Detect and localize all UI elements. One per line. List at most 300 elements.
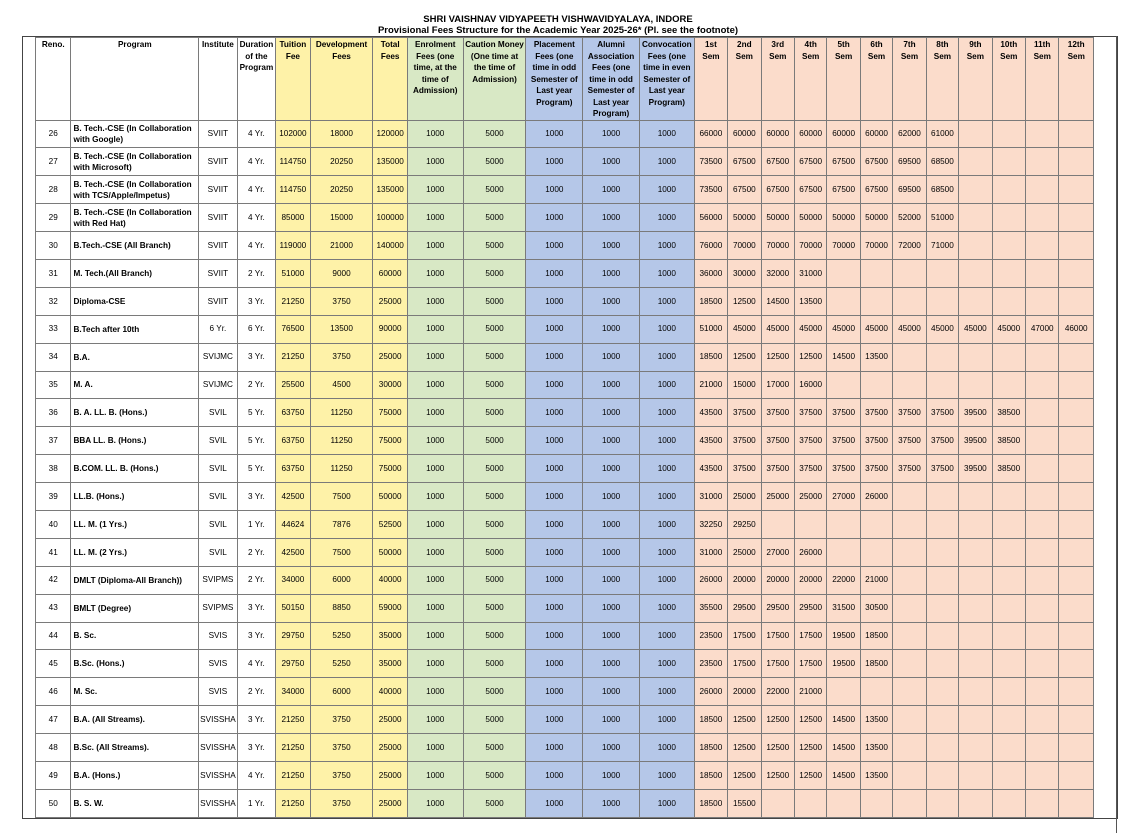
sem5-cell: 14500 — [827, 734, 860, 762]
caution-cell: 5000 — [463, 259, 526, 287]
sem10-cell — [992, 204, 1025, 232]
sem3-cell: 14500 — [761, 287, 794, 315]
total-cell: 120000 — [373, 120, 407, 148]
sem1-cell: 43500 — [694, 427, 727, 455]
sem6-cell — [860, 510, 892, 538]
tuition-cell: 44624 — [276, 510, 310, 538]
sem4-cell: 12500 — [794, 343, 826, 371]
convocation-cell: 1000 — [639, 427, 694, 455]
sem7-cell — [893, 343, 926, 371]
alumni-cell: 1000 — [583, 789, 640, 817]
caution-cell: 5000 — [463, 204, 526, 232]
total-cell: 25000 — [373, 706, 407, 734]
sem4-cell: 60000 — [794, 120, 826, 148]
program-cell: B. S. W. — [71, 789, 199, 817]
col-alumni: Alumni Association Fees (one time in odd Semester of Last year Program) — [583, 38, 640, 121]
sem6-cell: 37500 — [860, 427, 892, 455]
sem10-cell — [992, 259, 1025, 287]
enrolment-cell: 1000 — [407, 371, 463, 399]
alumni-cell: 1000 — [583, 315, 640, 343]
convocation-cell: 1000 — [639, 259, 694, 287]
col-sem4: 4th Sem — [794, 38, 826, 121]
program-cell: M. A. — [71, 371, 199, 399]
tuition-cell: 50150 — [276, 594, 310, 622]
caution-cell: 5000 — [463, 232, 526, 260]
col-enrolment: Enrolment Fees (one time, at the time of Admission) — [407, 38, 463, 121]
sem12-cell — [1059, 761, 1094, 789]
program-cell: B.Sc. (All Streams). — [71, 734, 199, 762]
sem4-cell: 13500 — [794, 287, 826, 315]
development-cell: 9000 — [310, 259, 373, 287]
placement-cell: 1000 — [526, 706, 583, 734]
total-cell: 135000 — [373, 176, 407, 204]
col-total: Total Fees — [373, 38, 407, 121]
institute-cell: SVIIT — [199, 148, 238, 176]
reno-cell: 41 — [36, 538, 71, 566]
sem3-cell: 12500 — [761, 706, 794, 734]
enrolment-cell: 1000 — [407, 259, 463, 287]
duration-cell: 3 Yr. — [237, 343, 276, 371]
duration-cell: 4 Yr. — [237, 176, 276, 204]
enrolment-cell: 1000 — [407, 287, 463, 315]
sem8-cell: 68500 — [926, 176, 958, 204]
total-cell: 60000 — [373, 259, 407, 287]
caution-cell: 5000 — [463, 678, 526, 706]
col-placement: Placement Fees (one time in odd Semester of Last year Program) — [526, 38, 583, 121]
sem7-cell — [893, 761, 926, 789]
col-sem8: 8th Sem — [926, 38, 958, 121]
total-cell: 75000 — [373, 399, 407, 427]
sem8-cell — [926, 343, 958, 371]
convocation-cell: 1000 — [639, 455, 694, 483]
table-row — [36, 232, 1094, 260]
sem11-cell — [1026, 455, 1059, 483]
sem6-cell: 45000 — [860, 315, 892, 343]
col-sem10: 10th Sem — [992, 38, 1025, 121]
sem1-cell: 76000 — [694, 232, 727, 260]
tuition-cell: 21250 — [276, 287, 310, 315]
total-cell: 40000 — [373, 566, 407, 594]
table-row — [36, 734, 1094, 762]
sem10-cell — [992, 510, 1025, 538]
sem1-cell: 56000 — [694, 204, 727, 232]
sem10-cell — [992, 678, 1025, 706]
table-row — [36, 343, 1094, 371]
sem5-cell: 37500 — [827, 427, 860, 455]
sem11-cell — [1026, 789, 1059, 817]
col-sem6: 6th Sem — [860, 38, 892, 121]
sem3-cell: 29500 — [761, 594, 794, 622]
table-row — [36, 148, 1094, 176]
institute-cell: SVIL — [199, 399, 238, 427]
sem1-cell: 36000 — [694, 259, 727, 287]
sem6-cell: 60000 — [860, 120, 892, 148]
program-cell: M. Sc. — [71, 678, 199, 706]
sem4-cell: 45000 — [794, 315, 826, 343]
sem9-cell — [959, 483, 992, 511]
table-row — [36, 622, 1094, 650]
sem1-cell: 23500 — [694, 650, 727, 678]
sem2-cell: 20000 — [728, 566, 761, 594]
placement-cell: 1000 — [526, 315, 583, 343]
sem5-cell: 60000 — [827, 120, 860, 148]
reno-cell: 43 — [36, 594, 71, 622]
sem1-cell: 43500 — [694, 455, 727, 483]
development-cell: 11250 — [310, 427, 373, 455]
sem1-cell: 31000 — [694, 538, 727, 566]
placement-cell: 1000 — [526, 176, 583, 204]
sem7-cell — [893, 566, 926, 594]
institute-cell: SVISSHA — [199, 789, 238, 817]
sem4-cell: 67500 — [794, 148, 826, 176]
sem7-cell — [893, 622, 926, 650]
sem5-cell — [827, 259, 860, 287]
sem12-cell — [1059, 789, 1094, 817]
sem1-cell: 18500 — [694, 761, 727, 789]
sem1-cell: 21000 — [694, 371, 727, 399]
table-row — [36, 455, 1094, 483]
development-cell: 3750 — [310, 706, 373, 734]
program-cell: BMLT (Degree) — [71, 594, 199, 622]
sem3-cell: 12500 — [761, 761, 794, 789]
convocation-cell: 1000 — [639, 343, 694, 371]
sem1-cell: 18500 — [694, 343, 727, 371]
duration-cell: 3 Yr. — [237, 287, 276, 315]
total-cell: 50000 — [373, 483, 407, 511]
sem3-cell: 45000 — [761, 315, 794, 343]
development-cell: 11250 — [310, 455, 373, 483]
sem4-cell: 70000 — [794, 232, 826, 260]
table-row — [36, 566, 1094, 594]
tuition-cell: 21250 — [276, 706, 310, 734]
development-cell: 6000 — [310, 678, 373, 706]
sem11-cell — [1026, 650, 1059, 678]
tuition-cell: 21250 — [276, 734, 310, 762]
total-cell: 30000 — [373, 371, 407, 399]
duration-cell: 2 Yr. — [237, 538, 276, 566]
alumni-cell: 1000 — [583, 566, 640, 594]
tuition-cell: 51000 — [276, 259, 310, 287]
duration-cell: 4 Yr. — [237, 120, 276, 148]
sem2-cell: 37500 — [728, 399, 761, 427]
development-cell: 8850 — [310, 594, 373, 622]
sem10-cell — [992, 148, 1025, 176]
placement-cell: 1000 — [526, 678, 583, 706]
table-row — [36, 706, 1094, 734]
reno-cell: 33 — [36, 315, 71, 343]
sem2-cell: 67500 — [728, 148, 761, 176]
total-cell: 25000 — [373, 761, 407, 789]
sem10-cell: 38500 — [992, 399, 1025, 427]
sem1-cell: 73500 — [694, 148, 727, 176]
institute-cell: SVISSHA — [199, 761, 238, 789]
sem4-cell: 16000 — [794, 371, 826, 399]
alumni-cell: 1000 — [583, 259, 640, 287]
placement-cell: 1000 — [526, 455, 583, 483]
sem4-cell: 29500 — [794, 594, 826, 622]
sem6-cell: 37500 — [860, 399, 892, 427]
reno-cell: 35 — [36, 371, 71, 399]
caution-cell: 5000 — [463, 176, 526, 204]
development-cell: 7876 — [310, 510, 373, 538]
development-cell: 15000 — [310, 204, 373, 232]
development-cell: 3750 — [310, 287, 373, 315]
sem11-cell — [1026, 176, 1059, 204]
sem4-cell: 37500 — [794, 427, 826, 455]
caution-cell: 5000 — [463, 483, 526, 511]
reno-cell: 40 — [36, 510, 71, 538]
reno-cell: 49 — [36, 761, 71, 789]
sem2-cell: 25000 — [728, 483, 761, 511]
sem9-cell — [959, 566, 992, 594]
convocation-cell: 1000 — [639, 789, 694, 817]
sem10-cell — [992, 594, 1025, 622]
sem2-cell: 12500 — [728, 734, 761, 762]
sem7-cell — [893, 287, 926, 315]
sem5-cell: 19500 — [827, 622, 860, 650]
development-cell: 21000 — [310, 232, 373, 260]
sem4-cell — [794, 789, 826, 817]
duration-cell: 6 Yr. — [237, 315, 276, 343]
convocation-cell: 1000 — [639, 204, 694, 232]
sem3-cell: 67500 — [761, 148, 794, 176]
sem8-cell — [926, 622, 958, 650]
sem11-cell — [1026, 371, 1059, 399]
sem8-cell — [926, 287, 958, 315]
sem8-cell: 71000 — [926, 232, 958, 260]
total-cell: 40000 — [373, 678, 407, 706]
duration-cell: 2 Yr. — [237, 678, 276, 706]
sem9-cell — [959, 176, 992, 204]
sem9-cell — [959, 678, 992, 706]
caution-cell: 5000 — [463, 399, 526, 427]
tuition-cell: 42500 — [276, 538, 310, 566]
sem10-cell — [992, 650, 1025, 678]
sem6-cell — [860, 287, 892, 315]
placement-cell: 1000 — [526, 734, 583, 762]
sem10-cell — [992, 343, 1025, 371]
sem8-cell — [926, 566, 958, 594]
alumni-cell: 1000 — [583, 148, 640, 176]
table-row — [36, 427, 1094, 455]
sem1-cell: 18500 — [694, 706, 727, 734]
sem7-cell — [893, 706, 926, 734]
sem11-cell — [1026, 148, 1059, 176]
placement-cell: 1000 — [526, 650, 583, 678]
program-cell: B.Sc. (Hons.) — [71, 650, 199, 678]
convocation-cell: 1000 — [639, 399, 694, 427]
alumni-cell: 1000 — [583, 204, 640, 232]
sem10-cell: 38500 — [992, 455, 1025, 483]
development-cell: 3750 — [310, 789, 373, 817]
sem3-cell: 70000 — [761, 232, 794, 260]
sem8-cell — [926, 510, 958, 538]
sem10-cell — [992, 483, 1025, 511]
sem12-cell — [1059, 427, 1094, 455]
sem8-cell: 37500 — [926, 427, 958, 455]
sem5-cell: 45000 — [827, 315, 860, 343]
tuition-cell: 25500 — [276, 371, 310, 399]
alumni-cell: 1000 — [583, 287, 640, 315]
table-row — [36, 510, 1094, 538]
sem6-cell: 13500 — [860, 706, 892, 734]
institute-cell: SVIS — [199, 622, 238, 650]
sem10-cell — [992, 566, 1025, 594]
sem11-cell — [1026, 232, 1059, 260]
placement-cell: 1000 — [526, 427, 583, 455]
caution-cell: 5000 — [463, 650, 526, 678]
sem3-cell: 32000 — [761, 259, 794, 287]
alumni-cell: 1000 — [583, 399, 640, 427]
duration-cell: 4 Yr. — [237, 148, 276, 176]
sem7-cell: 52000 — [893, 204, 926, 232]
enrolment-cell: 1000 — [407, 399, 463, 427]
total-cell: 25000 — [373, 789, 407, 817]
sem11-cell — [1026, 287, 1059, 315]
col-sem5: 5th Sem — [827, 38, 860, 121]
alumni-cell: 1000 — [583, 232, 640, 260]
convocation-cell: 1000 — [639, 622, 694, 650]
sem6-cell: 37500 — [860, 455, 892, 483]
sem9-cell — [959, 761, 992, 789]
sem10-cell — [992, 287, 1025, 315]
institute-cell: SVISSHA — [199, 734, 238, 762]
table-row — [36, 176, 1094, 204]
sem11-cell — [1026, 594, 1059, 622]
alumni-cell: 1000 — [583, 343, 640, 371]
institute-cell: 6 Yr. — [199, 315, 238, 343]
col-convocation: Convocation Fees (one time in even Semester of Last year Program) — [639, 38, 694, 121]
caution-cell: 5000 — [463, 622, 526, 650]
sem2-cell: 17500 — [728, 622, 761, 650]
table-row — [36, 789, 1094, 817]
placement-cell: 1000 — [526, 483, 583, 511]
enrolment-cell: 1000 — [407, 510, 463, 538]
alumni-cell: 1000 — [583, 734, 640, 762]
caution-cell: 5000 — [463, 538, 526, 566]
enrolment-cell: 1000 — [407, 734, 463, 762]
sem11-cell — [1026, 259, 1059, 287]
sem12-cell — [1059, 706, 1094, 734]
document-title — [0, 14, 1116, 36]
duration-cell: 3 Yr. — [237, 594, 276, 622]
alumni-cell: 1000 — [583, 761, 640, 789]
total-cell: 75000 — [373, 455, 407, 483]
sem5-cell: 27000 — [827, 483, 860, 511]
enrolment-cell: 1000 — [407, 622, 463, 650]
caution-cell: 5000 — [463, 371, 526, 399]
sem4-cell: 20000 — [794, 566, 826, 594]
reno-cell: 45 — [36, 650, 71, 678]
sem10-cell: 38500 — [992, 427, 1025, 455]
sem6-cell: 50000 — [860, 204, 892, 232]
sem2-cell: 15000 — [728, 371, 761, 399]
sem6-cell: 18500 — [860, 650, 892, 678]
sem5-cell: 50000 — [827, 204, 860, 232]
sem8-cell — [926, 734, 958, 762]
fees-subtitle: Provisional Fees Structure for the Academic Year 2025-26* (Pl. see the footnote) — [377, 25, 739, 36]
institute-cell: SVIL — [199, 510, 238, 538]
sem2-cell: 12500 — [728, 287, 761, 315]
sem9-cell — [959, 287, 992, 315]
sem11-cell — [1026, 538, 1059, 566]
sem1-cell: 18500 — [694, 287, 727, 315]
duration-cell: 3 Yr. — [237, 622, 276, 650]
sem8-cell — [926, 371, 958, 399]
alumni-cell: 1000 — [583, 371, 640, 399]
sem3-cell: 27000 — [761, 538, 794, 566]
placement-cell: 1000 — [526, 510, 583, 538]
sem9-cell — [959, 538, 992, 566]
sem12-cell — [1059, 455, 1094, 483]
caution-cell: 5000 — [463, 761, 526, 789]
sem6-cell: 70000 — [860, 232, 892, 260]
placement-cell: 1000 — [526, 148, 583, 176]
sem3-cell: 50000 — [761, 204, 794, 232]
program-cell: LL.B. (Hons.) — [71, 483, 199, 511]
alumni-cell: 1000 — [583, 455, 640, 483]
tuition-cell: 21250 — [276, 343, 310, 371]
enrolment-cell: 1000 — [407, 706, 463, 734]
enrolment-cell: 1000 — [407, 315, 463, 343]
sem3-cell: 60000 — [761, 120, 794, 148]
sem3-cell: 37500 — [761, 427, 794, 455]
development-cell: 4500 — [310, 371, 373, 399]
sem2-cell: 37500 — [728, 427, 761, 455]
sem6-cell: 13500 — [860, 343, 892, 371]
sem7-cell: 45000 — [893, 315, 926, 343]
sem11-cell — [1026, 734, 1059, 762]
sem2-cell: 50000 — [728, 204, 761, 232]
total-cell: 59000 — [373, 594, 407, 622]
placement-cell: 1000 — [526, 594, 583, 622]
sem7-cell — [893, 678, 926, 706]
sem8-cell: 68500 — [926, 148, 958, 176]
development-cell: 7500 — [310, 483, 373, 511]
sem10-cell — [992, 622, 1025, 650]
sem4-cell: 12500 — [794, 706, 826, 734]
sem3-cell: 37500 — [761, 455, 794, 483]
development-cell: 3750 — [310, 734, 373, 762]
sem11-cell — [1026, 761, 1059, 789]
col-development: Development Fees — [310, 38, 373, 121]
reno-cell: 44 — [36, 622, 71, 650]
sem2-cell: 29250 — [728, 510, 761, 538]
reno-cell: 42 — [36, 566, 71, 594]
sem12-cell — [1059, 204, 1094, 232]
sem3-cell: 22000 — [761, 678, 794, 706]
enrolment-cell: 1000 — [407, 761, 463, 789]
sem6-cell: 13500 — [860, 734, 892, 762]
program-cell: LL. M. (2 Yrs.) — [71, 538, 199, 566]
sem2-cell: 17500 — [728, 650, 761, 678]
sem7-cell — [893, 483, 926, 511]
development-cell: 20250 — [310, 148, 373, 176]
sem6-cell — [860, 371, 892, 399]
sem8-cell — [926, 678, 958, 706]
sem5-cell: 14500 — [827, 761, 860, 789]
enrolment-cell: 1000 — [407, 176, 463, 204]
convocation-cell: 1000 — [639, 706, 694, 734]
total-cell: 140000 — [373, 232, 407, 260]
table-row — [36, 315, 1094, 343]
sem4-cell: 67500 — [794, 176, 826, 204]
sem7-cell — [893, 789, 926, 817]
convocation-cell: 1000 — [639, 176, 694, 204]
convocation-cell: 1000 — [639, 483, 694, 511]
sem12-cell — [1059, 594, 1094, 622]
fees-table-body — [36, 120, 1094, 817]
